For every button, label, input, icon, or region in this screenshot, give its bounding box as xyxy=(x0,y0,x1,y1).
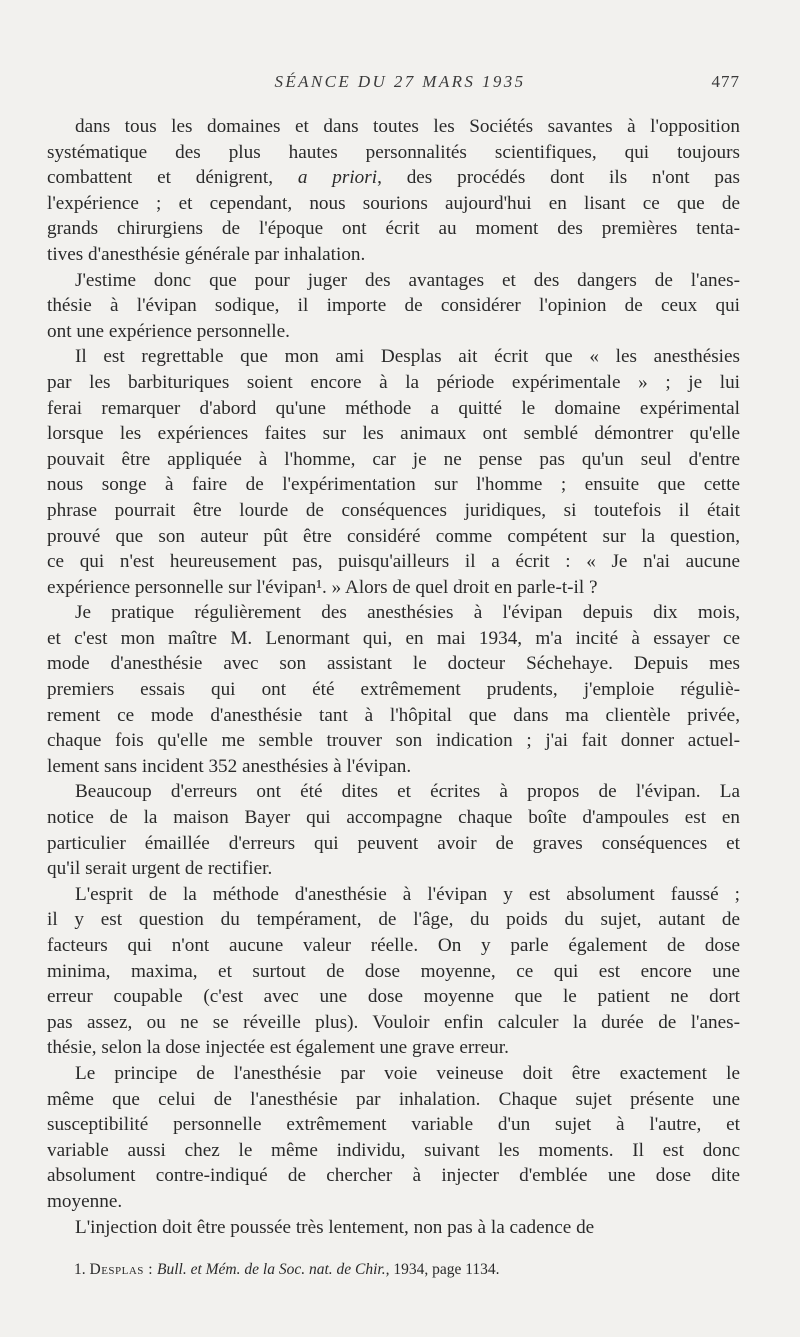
text-line: dans tous les domaines et dans toutes les Sociétés savantes à l'opposition xyxy=(75,116,740,137)
page-number: 477 xyxy=(711,72,740,91)
text-line: il y est question du tempérament, de l'âge, du poids du sujet, autant de xyxy=(47,909,740,931)
text-line: facteurs qui n'ont aucune valeur réelle. On y parle également de dose xyxy=(47,935,740,956)
text-line: qu'il serait urgent de rectifier. xyxy=(47,858,273,880)
text-line: erreur coupable (c'est avec une dose moyenne que le patient ne dort xyxy=(47,986,740,1008)
text-line: pas assez, ou ne se réveille plus). Vouloir enfin calculer la durée de l'anes- xyxy=(47,1011,740,1033)
footnote-author: Desplas : xyxy=(89,1261,154,1278)
paragraph xyxy=(47,600,740,779)
body-text xyxy=(47,114,740,1240)
text-line: Beaucoup d'erreurs ont été dites et écrites à propos de l'évipan. La xyxy=(75,781,740,803)
text-line: grands chirurgiens de l'époque ont écrit au moment des premières tenta- xyxy=(47,218,740,240)
text-line: minima, maxima, et surtout de dose moyenne, ce qui est encore une xyxy=(47,960,740,982)
paragraph xyxy=(47,1215,740,1241)
footnote-source: Bull. et Mém. de la Soc. nat. de Chir., xyxy=(157,1261,390,1278)
paragraph xyxy=(47,268,740,345)
text-line: nous songe à faire de l'expérimentation sur l'homme ; ensuite que cette xyxy=(47,474,740,496)
text-line: ce qui n'est heureusement pas, puisqu'ailleurs il a écrit : « Je n'ai aucune xyxy=(47,551,740,573)
text-line: par les barbituriques soient encore à la période expérimentale » ; je lui xyxy=(47,371,740,393)
text-line: même que celui de l'anesthésie par inhalation. Chaque sujet présente une xyxy=(47,1088,740,1110)
text-line: absolument contre-indiqué de chercher à injecter d'emblée une dose dite xyxy=(47,1165,740,1187)
footnote xyxy=(74,1260,740,1280)
text-line: pouvait être appliquée à l'homme, car je ne pense pas qu'un seul d'entre xyxy=(47,448,740,470)
paragraph xyxy=(47,1061,740,1215)
text-line: susceptibilité personnelle extrêmement variable d'un sujet à l'autre, et xyxy=(47,1114,740,1136)
text-line: moyenne. xyxy=(47,1190,123,1212)
text-line: L'injection doit être poussée très lentement, non pas à la cadence de xyxy=(75,1216,595,1238)
footnote-number: 1. xyxy=(74,1261,86,1278)
text-line: et c'est mon maître M. Lenormant qui, en mai 1934, m'a incité à essayer ce xyxy=(47,627,740,649)
text-line: expérience personnelle sur l'évipan¹. » Alors de quel droit en parle-t-il ? xyxy=(47,576,598,598)
text-line: particulier émaillée d'erreurs qui peuvent avoir de graves conséquences et xyxy=(47,832,740,854)
text-line: Je pratique régulièrement des anesthésies à l'évipan depuis dix mois, xyxy=(75,602,740,624)
text-line: thésie à l'évipan sodique, il importe de considérer l'opinion de ceux qui xyxy=(47,295,740,317)
text-line: Il est regrettable que mon ami Desplas ait écrit que « les anesthésies xyxy=(75,346,740,368)
text-line: prouvé que son auteur pût être considéré comme compétent sur la question, xyxy=(47,525,740,547)
text-line: phrase pourrait être lourde de conséquences juridiques, si toutefois il était xyxy=(47,499,740,521)
text-line: ferai remarquer d'abord qu'une méthode a quitté le domaine expérimental xyxy=(47,397,740,419)
text-line: systématique des plus hautes personnalités scientifiques, qui toujours xyxy=(47,141,740,163)
text-line: thésie, selon la dose injectée est également une grave erreur. xyxy=(47,1037,509,1059)
paragraph xyxy=(47,344,740,600)
text-line: l'expérience ; et cependant, nous sourions aujourd'hui en lisant ce que de xyxy=(47,192,740,214)
text-line: variable aussi chez le même individu, suivant les moments. Il est donc xyxy=(47,1139,740,1161)
text-line: combattent et dénigrent, a priori, des procédés dont ils n'ont pas xyxy=(47,167,740,189)
text-line: notice de la maison Bayer qui accompagne chaque boîte d'ampoules est en xyxy=(47,807,740,829)
text-line: L'esprit de la méthode d'anesthésie à l'évipan y est absolument faussé ; xyxy=(75,883,740,905)
text-line: chaque fois qu'elle me semble trouver son indication ; j'ai fait donner actuel- xyxy=(47,730,740,752)
text-line: ont une expérience personnelle. xyxy=(47,320,290,342)
text-line: lement sans incident 352 anesthésies à l'évipan. xyxy=(47,755,412,777)
text-line: premiers essais qui ont été extrêmement prudents, j'emploie réguliè- xyxy=(47,679,740,701)
text-line: lorsque les expériences faites sur les animaux ont semblé démontrer qu'elle xyxy=(47,423,740,445)
paragraph xyxy=(47,882,740,1061)
text-line: rement ce mode d'anesthésie tant à l'hôpital que dans ma clientèle privée, xyxy=(47,704,740,726)
paragraph xyxy=(47,779,740,881)
running-head xyxy=(0,72,800,96)
text-line: tives d'anesthésie générale par inhalation. xyxy=(47,243,366,265)
text-line: J'estime donc que pour juger des avantages et des dangers de l'anes- xyxy=(75,269,740,291)
text-line: mode d'anesthésie avec son assistant le docteur Séchehaye. Depuis mes xyxy=(47,653,740,675)
running-title: SÉANCE DU 27 MARS 1935 xyxy=(274,72,526,91)
paragraph xyxy=(47,114,740,268)
footnote-details: 1934, page 1134. xyxy=(393,1261,500,1278)
text-line: Le principe de l'anesthésie par voie veineuse doit être exactement le xyxy=(75,1062,740,1084)
